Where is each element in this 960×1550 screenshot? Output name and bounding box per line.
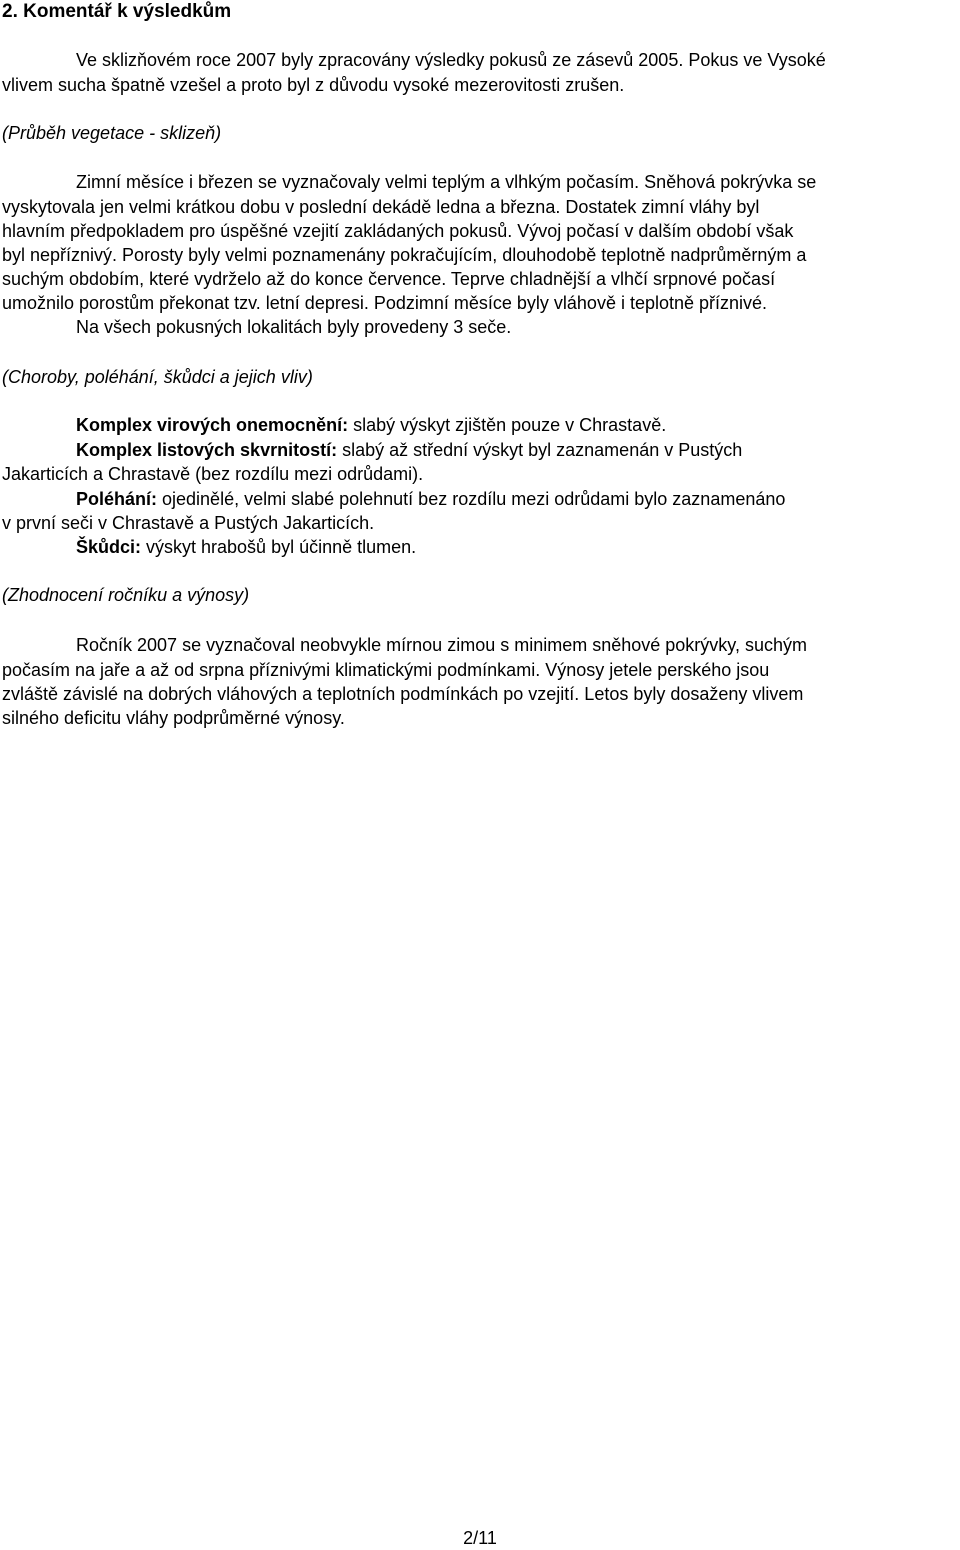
virus-label: Komplex virových onemocnění: [76, 415, 349, 435]
diseases-title: (Choroby, poléhání, škůdci a jejich vliv) [2, 367, 313, 387]
intro-line-2: vlivem sucha špatně vzešel a proto byl z důvodu vysoké mezerovitosti zrušen. [2, 75, 625, 95]
leafspot-label: Komplex listových skvrnitostí: [76, 440, 338, 460]
evaluation-title: (Zhodnocení ročníku a výnosy) [2, 585, 250, 605]
leafspot-paragraph [76, 438, 742, 462]
leafspot-text: slabý až střední výskyt byl zaznamenán v Pustých [337, 440, 743, 460]
pests-label: Škůdci: [76, 537, 142, 557]
lodging-text: ojedinělé, velmi slabé polehnutí bez rozdílu mezi odrůdami bylo zaznamenáno [157, 489, 786, 509]
pests-text: výskyt hrabošů byl účinně tlumen. [141, 537, 417, 557]
pests-paragraph [76, 535, 416, 559]
virus-paragraph [76, 413, 666, 437]
vegetation-title: (Průběh vegetace - sklizeň) [2, 123, 222, 143]
lodging-paragraph [76, 487, 785, 511]
virus-text: slabý výskyt zjištěn pouze v Chrastavě. [348, 415, 667, 435]
vegetation-line-1: Zimní měsíce i březen se vyznačovaly velmi teplým a vlhkým počasím. Sněhová pokrývka se [76, 172, 817, 192]
lodging-line-2: v první seči v Chrastavě a Pustých Jakarticích. [2, 513, 375, 533]
page-number: 2/11 [463, 1528, 497, 1548]
vegetation-line-6: umožnilo porostům překonat tzv. letní depresi. Podzimní měsíce byly vláhově i teplotně příznivé. [2, 293, 768, 313]
evaluation-line-4: silného deficitu vláhy podprůměrné výnosy. [2, 708, 345, 728]
vegetation-line-3: hlavním předpokladem pro úspěšné vzejití zakládaných pokusů. Vývoj počasí v dalším období však [2, 221, 794, 241]
evaluation-line-2: počasím na jaře a až od srpna příznivými klimatickými podmínkami. Výnosy jetele perského jsou [2, 660, 770, 680]
vegetation-line-4: byl nepříznivý. Porosty byly velmi poznamenány pokračujícím, dlouhodobě teplotně nadprůměrným a [2, 245, 807, 265]
vegetation-line-2: vyskytovala jen velmi krátkou dobu v poslední dekádě ledna a března. Dostatek zimní vláhy byl [2, 197, 760, 217]
intro-line-1: Ve sklizňovém roce 2007 byly zpracovány výsledky pokusů ze zásevů 2005. Pokus ve Vysoké [76, 50, 826, 70]
vegetation-cuts: Na všech pokusných lokalitách byly provedeny 3 seče. [76, 317, 512, 337]
evaluation-line-3: zvláště závislé na dobrých vláhových a teplotních podmínkách po vzejití. Letos byly dosaženy vlivem [2, 684, 804, 704]
lodging-label: Poléhání: [76, 489, 158, 509]
leafspot-line-2: Jakarticích a Chrastavě (bez rozdílu mezi odrůdami). [2, 464, 424, 484]
evaluation-line-1: Ročník 2007 se vyznačoval neobvykle mírnou zimou s minimem sněhové pokrývky, suchým [76, 635, 807, 655]
section-heading: 2. Komentář k výsledkům [2, 1, 232, 22]
vegetation-line-5: suchým obdobím, které vydrželo až do konce července. Teprve chladnější a vlhčí srpnové počasí [2, 269, 776, 289]
